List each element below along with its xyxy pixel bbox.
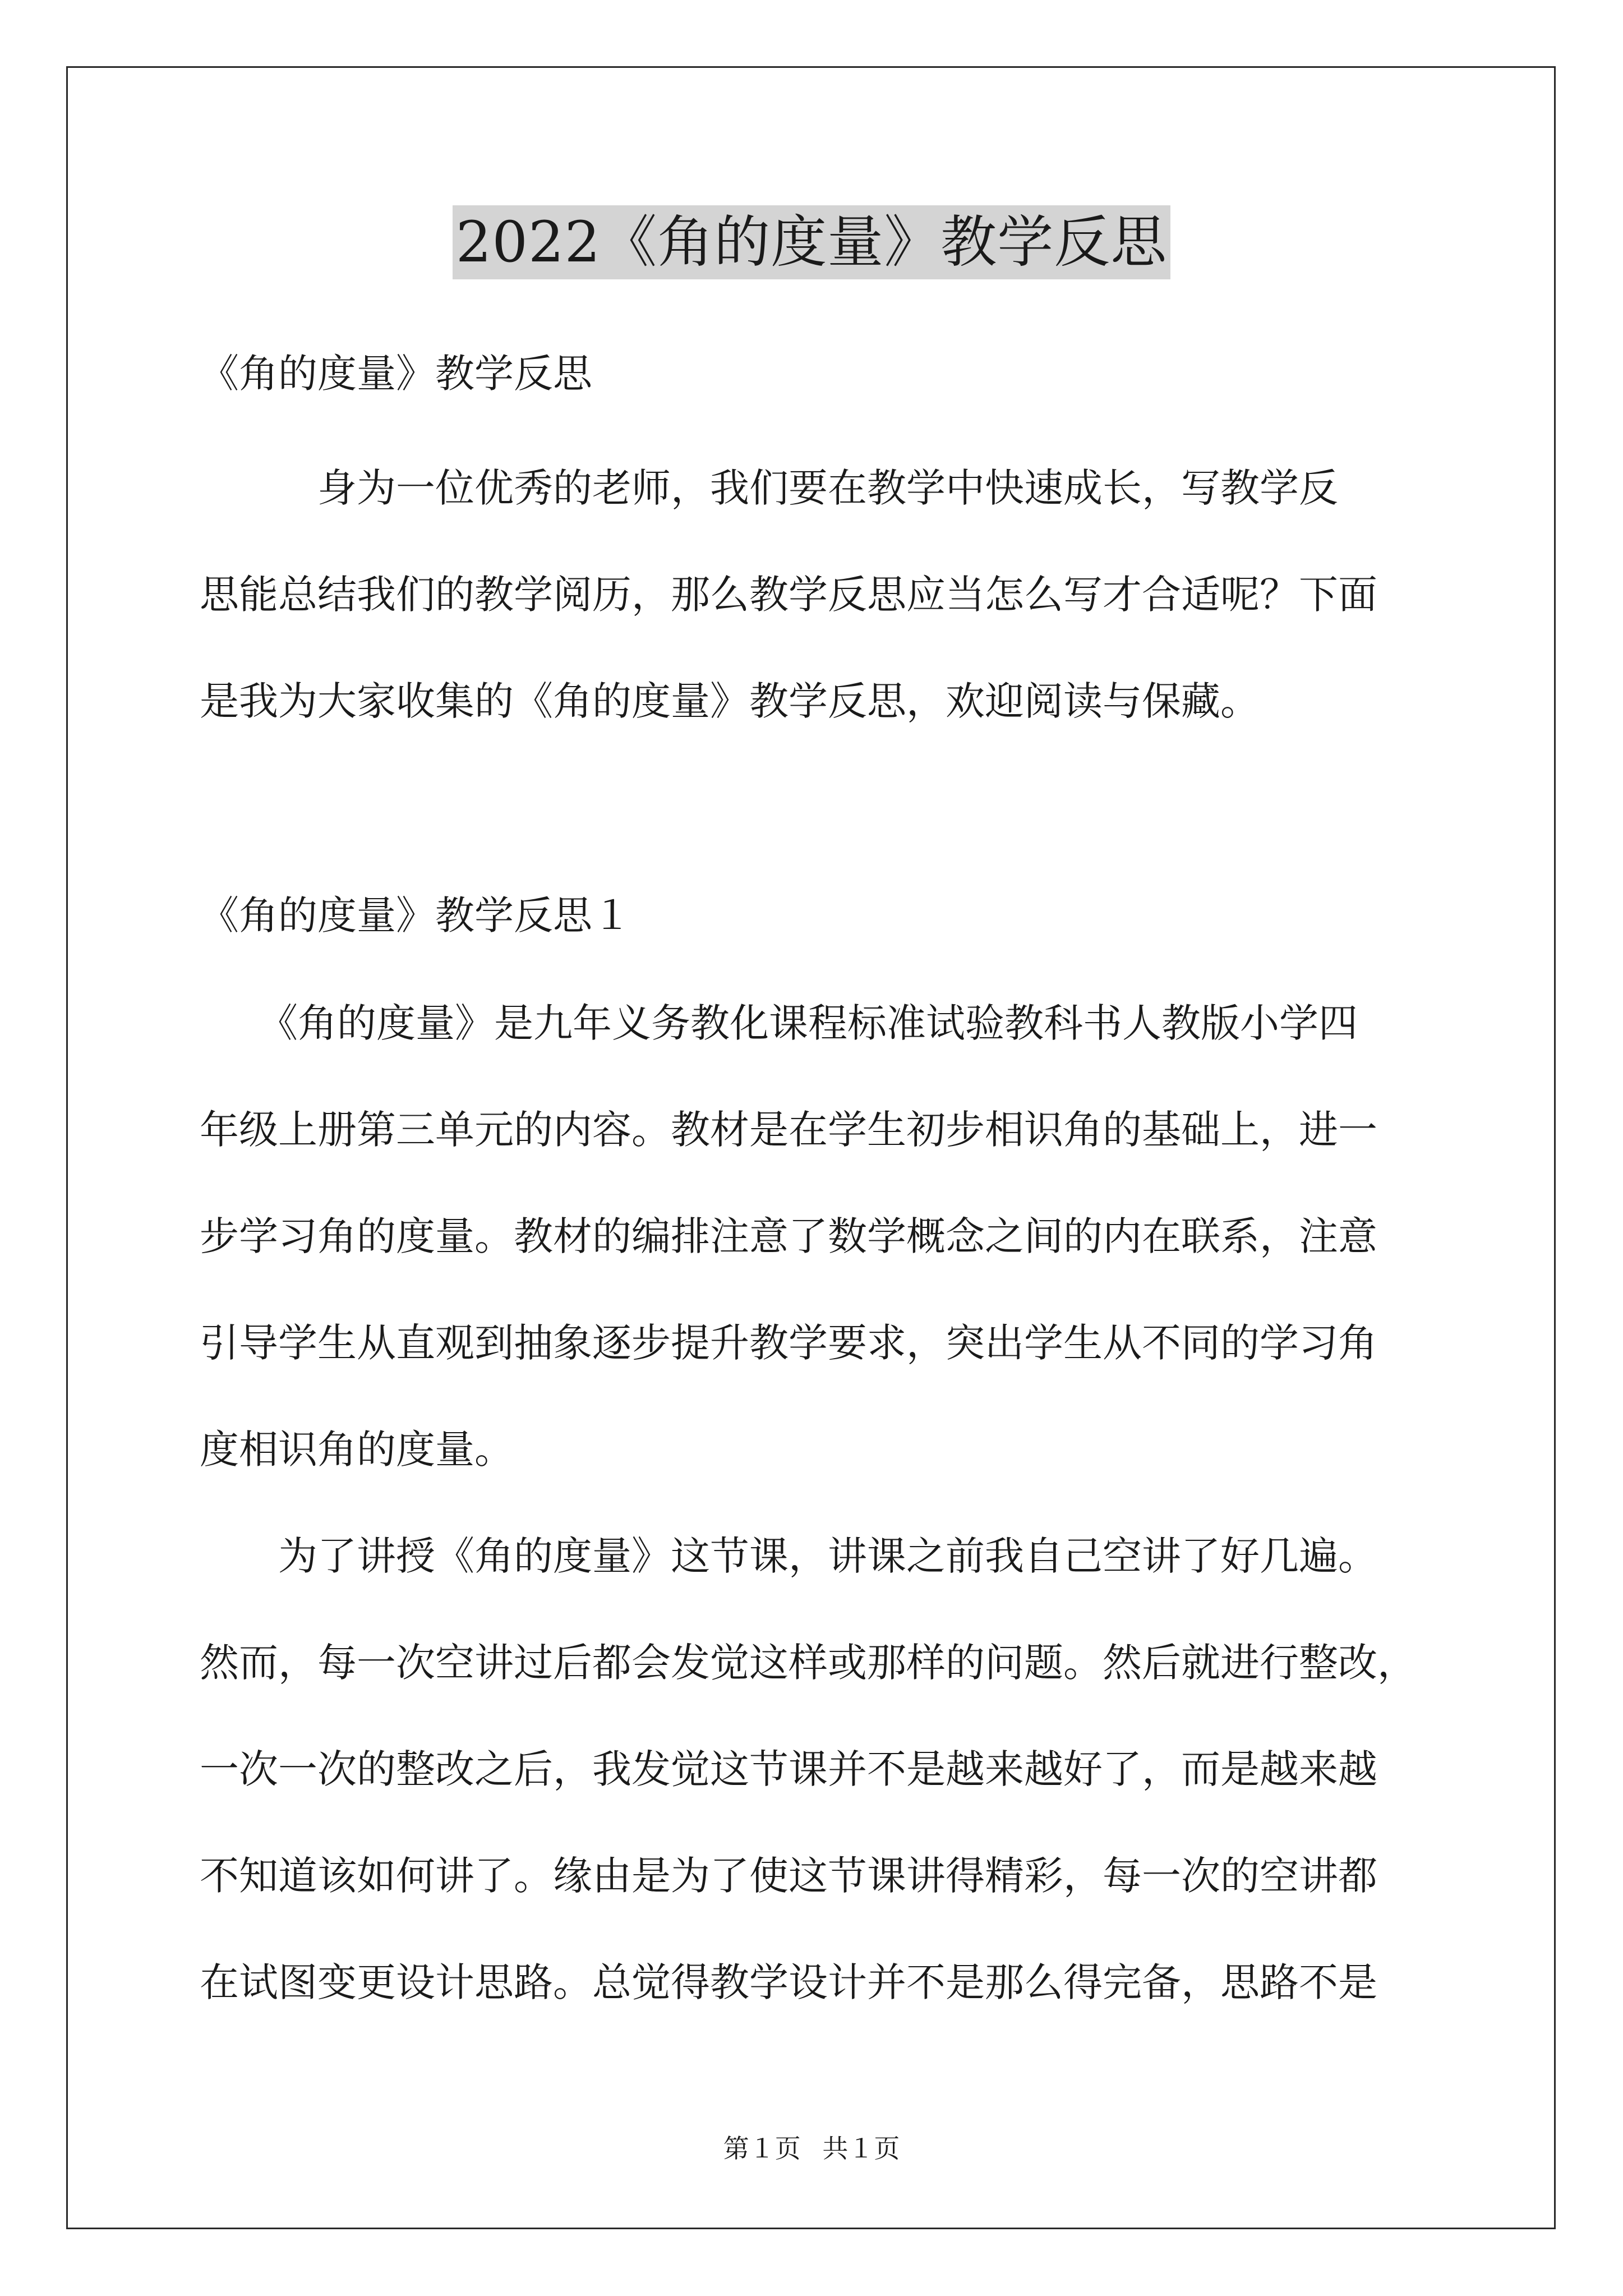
intro-line-1: 身为一位优秀的老师，我们要在教学中快速成长，写教学反 (200, 465, 1338, 511)
title-container (0, 205, 1623, 279)
section1-heading: 《角的度量》教学反思１ (200, 892, 631, 938)
paragraph1-line-4: 引导学生从直观到抽象逐步提升教学要求，突出学生从不同的学习角 (200, 1320, 1377, 1366)
paragraph2-line-5: 在试图变更设计思路。总觉得教学设计并不是那么得完备，思路不是 (200, 1959, 1377, 2005)
page-total: 共１页 (822, 2133, 900, 2164)
intro-line-2: 思能总结我们的教学阅历，那么教学反思应当怎么写才合适呢？下面 (200, 572, 1377, 618)
paragraph2-line-3: 一次一次的整改之后，我发觉这节课并不是越来越好了，而是越来越 (200, 1746, 1377, 1792)
page-number: 第１页 (723, 2133, 801, 2164)
paragraph1-line-2: 年级上册第三单元的内容。教材是在学生初步相识角的基础上，进一 (200, 1107, 1377, 1153)
intro-line-3: 是我为大家收集的《角的度量》教学反思，欢迎阅读与保藏。 (200, 678, 1260, 724)
paragraph2-line-1: 为了讲授《角的度量》这节课，讲课之前我自己空讲了好几遍。 (200, 1533, 1377, 1579)
paragraph1-line-5: 度相识角的度量。 (200, 1427, 514, 1473)
page-footer (0, 2132, 1623, 2165)
document-title: 2022《角的度量》教学反思 (453, 205, 1171, 279)
paragraph1-line-3: 步学习角的度量。教材的编排注意了数学概念之间的内在联系，注意 (200, 1213, 1377, 1259)
paragraph1-line-1: 《角的度量》是九年义务教化课程标准试验教科书人教版小学四 (200, 1000, 1358, 1046)
subheading: 《角的度量》教学反思 (200, 351, 592, 397)
paragraph2-line-4: 不知道该如何讲了。缘由是为了使这节课讲得精彩，每一次的空讲都 (200, 1853, 1377, 1899)
paragraph2-line-2: 然而，每一次空讲过后都会发觉这样或那样的问题。然后就进行整改， (200, 1640, 1417, 1686)
